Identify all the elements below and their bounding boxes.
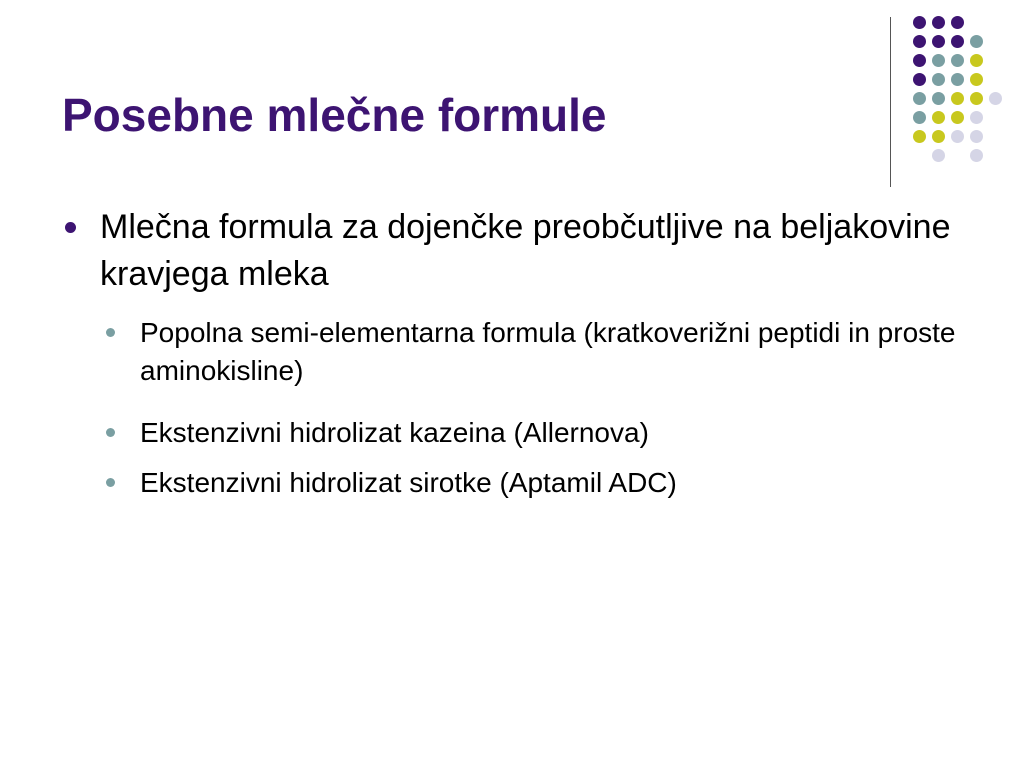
decoration-dot — [970, 73, 983, 86]
decoration-dot — [913, 54, 926, 67]
sub-bullet-marker — [106, 328, 115, 337]
decoration-dot — [951, 54, 964, 67]
sub-bullet-marker — [106, 478, 115, 487]
decoration-dot — [970, 92, 983, 105]
decoration-dot — [970, 35, 983, 48]
decoration-dot — [970, 54, 983, 67]
decoration-dot — [970, 149, 983, 162]
sub-bullet-text: Ekstenzivni hidrolizat sirotke (Aptamil ADC) — [140, 467, 677, 498]
slide-title: Posebne mlečne formule — [62, 89, 607, 141]
bullet-text: Mlečna formula za dojenčke preobčutljive na beljakovine kravjega mleka — [100, 208, 951, 293]
vertical-divider — [890, 17, 891, 187]
decoration-dot — [932, 16, 945, 29]
decoration-dot — [951, 111, 964, 124]
decoration-dot — [989, 92, 1002, 105]
decoration-dot — [932, 54, 945, 67]
decoration-dot — [932, 130, 945, 143]
decoration-dot — [932, 149, 945, 162]
decoration-dot — [913, 73, 926, 86]
decoration-dot — [932, 35, 945, 48]
decoration-dot — [932, 92, 945, 105]
decoration-dot — [951, 35, 964, 48]
sub-bullet-text: Ekstenzivni hidrolizat kazeina (Allernova) — [140, 417, 649, 448]
decoration-dot — [951, 16, 964, 29]
decoration-dot — [913, 92, 926, 105]
decoration-dot — [913, 130, 926, 143]
decoration-dot — [913, 111, 926, 124]
decoration-dot — [970, 130, 983, 143]
decoration-dot — [951, 73, 964, 86]
decoration-dot — [913, 35, 926, 48]
decoration-dot — [932, 111, 945, 124]
decoration-dot — [951, 130, 964, 143]
bullet-marker — [65, 222, 76, 233]
decoration-dot — [951, 92, 964, 105]
sub-bullet-text: Popolna semi-elementarna formula (kratkoverižni peptidi in proste aminokisline) — [140, 317, 956, 386]
decoration-dot — [913, 16, 926, 29]
decoration-dot — [970, 111, 983, 124]
sub-bullet-marker — [106, 428, 115, 437]
decoration-dot — [932, 73, 945, 86]
